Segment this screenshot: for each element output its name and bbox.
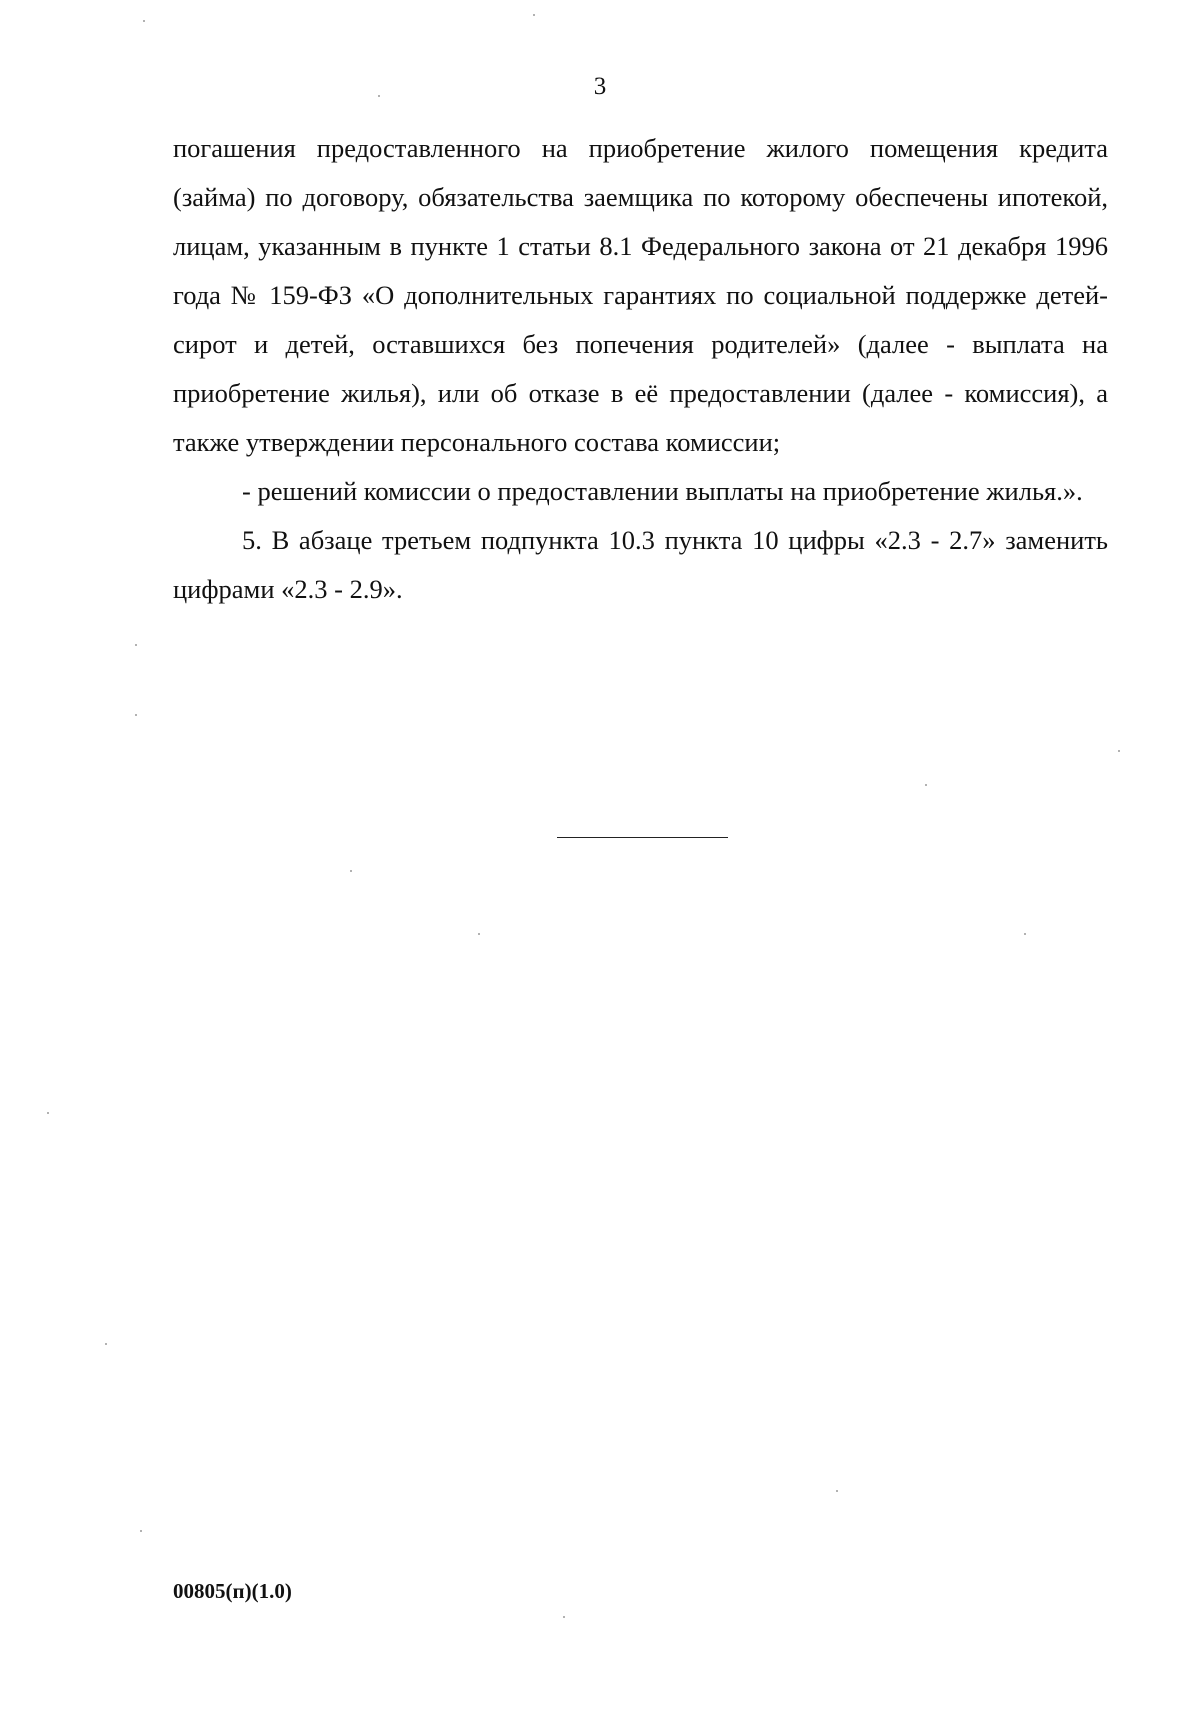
scan-speck xyxy=(47,1112,49,1114)
scan-speck xyxy=(533,14,535,16)
end-divider-line xyxy=(557,837,728,838)
scan-speck xyxy=(105,1343,107,1345)
scan-speck xyxy=(1118,750,1120,752)
paragraph-continuation: погашения предоставленного на приобретение жилого помещения кредита (займа) по договору, обязательства заемщика по которому обеспечены ипотекой, лицам, указанным в пункте 1 статьи 8.1 Федерального закона от 21 декабря 1996 года № 159-ФЗ «О дополнительных гарантиях по социальной поддержке детей-сирот и детей, оставшихся без попечения родителей» (далее - выплата на приобретение жилья), или об отказе в её предоставлении (далее - комиссия), а также утверждении персонального состава комиссии; xyxy=(173,133,1108,457)
paragraph-item-5: 5. В абзаце третьем подпункта 10.3 пункта 10 цифры «2.3 - 2.7» заменить цифрами «2.3 - 2.9». xyxy=(173,525,1108,604)
scan-speck xyxy=(143,20,145,22)
scan-speck xyxy=(478,933,480,935)
scan-speck xyxy=(140,1530,142,1532)
document-code: 00805(п)(1.0) xyxy=(173,1579,292,1603)
scan-speck xyxy=(135,714,137,716)
scan-speck xyxy=(135,644,137,646)
scan-speck xyxy=(350,870,352,872)
scan-speck xyxy=(1024,933,1026,935)
scan-speck xyxy=(378,95,380,97)
scan-speck xyxy=(563,1616,565,1618)
scan-speck xyxy=(836,1490,838,1492)
scan-speck xyxy=(925,784,927,786)
document-body xyxy=(173,124,1108,614)
page-number: 3 xyxy=(593,73,607,100)
paragraph-commission-decisions: - решений комиссии о предоставлении выплаты на приобретение жилья.». xyxy=(242,476,1083,506)
